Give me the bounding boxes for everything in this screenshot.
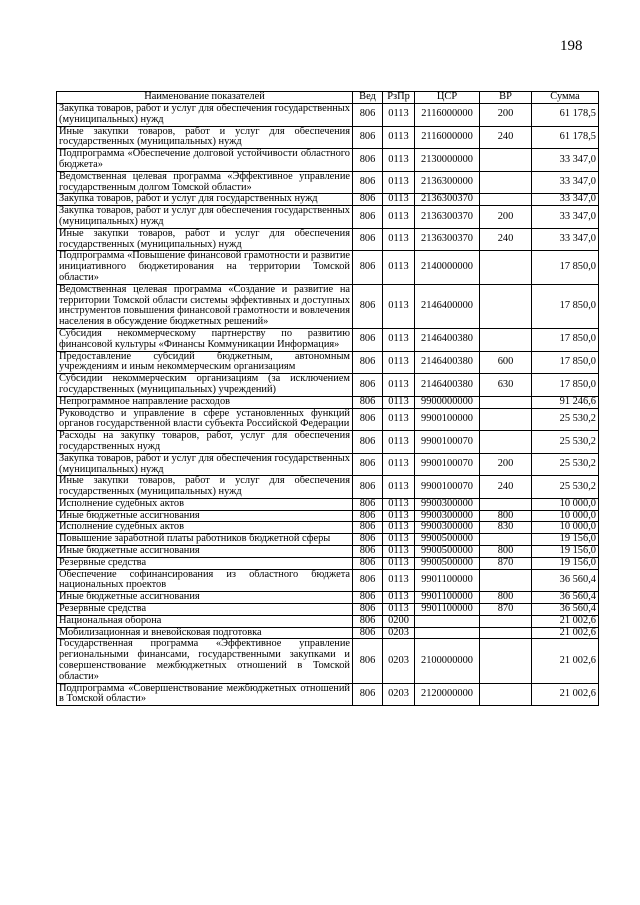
header-name: Наименование показателей <box>57 92 353 104</box>
cell-ved: 806 <box>353 592 383 604</box>
table-row <box>57 510 599 522</box>
cell-ved: 806 <box>353 328 383 351</box>
cell-sum: 25 530,2 <box>532 476 599 499</box>
cell-ved: 806 <box>353 546 383 558</box>
cell-name: Исполнение судебных актов <box>57 522 353 534</box>
cell-sum: 25 530,2 <box>532 408 599 431</box>
cell-sum: 21 002,6 <box>532 615 599 627</box>
cell-ved: 806 <box>353 408 383 431</box>
cell-rzpr: 0200 <box>383 615 415 627</box>
cell-ved: 806 <box>353 206 383 229</box>
cell-name: Иные закупки товаров, работ и услуг для обеспечения государственных (муниципальных) нужд <box>57 476 353 499</box>
cell-sum: 91 246,6 <box>532 396 599 408</box>
cell-ved: 806 <box>353 534 383 546</box>
cell-rzpr: 0113 <box>383 328 415 351</box>
cell-ved: 806 <box>353 104 383 127</box>
cell-csr: 9900100070 <box>415 476 480 499</box>
cell-ved: 806 <box>353 374 383 397</box>
cell-name: Предоставление субсидий бюджетным, автономным учреждениям и иным некоммерческим организациям <box>57 351 353 374</box>
cell-vr: 240 <box>480 476 532 499</box>
cell-ved: 806 <box>353 126 383 149</box>
cell-rzpr: 0113 <box>383 396 415 408</box>
cell-name: Иные закупки товаров, работ и услуг для обеспечения государственных (муниципальных) нужд <box>57 228 353 251</box>
cell-vr: 600 <box>480 351 532 374</box>
cell-name: Национальная оборона <box>57 615 353 627</box>
cell-sum: 33 347,0 <box>532 171 599 194</box>
cell-csr: 2146400000 <box>415 284 480 328</box>
cell-name: Резервные средства <box>57 604 353 616</box>
cell-ved: 806 <box>353 627 383 639</box>
cell-rzpr: 0113 <box>383 374 415 397</box>
cell-csr: 9901100000 <box>415 592 480 604</box>
table-row <box>57 592 599 604</box>
cell-rzpr: 0203 <box>383 627 415 639</box>
table-row <box>57 534 599 546</box>
cell-vr <box>480 171 532 194</box>
cell-ved: 806 <box>353 453 383 476</box>
cell-ved: 806 <box>353 194 383 206</box>
table-row <box>57 476 599 499</box>
cell-vr <box>480 194 532 206</box>
cell-csr: 2146400380 <box>415 328 480 351</box>
cell-csr: 2120000000 <box>415 683 480 706</box>
cell-rzpr: 0113 <box>383 149 415 172</box>
cell-csr: 9900300000 <box>415 498 480 510</box>
cell-rzpr: 0113 <box>383 453 415 476</box>
cell-rzpr: 0203 <box>383 639 415 683</box>
cell-name: Непрограммное направление расходов <box>57 396 353 408</box>
cell-ved: 806 <box>353 639 383 683</box>
cell-rzpr: 0113 <box>383 351 415 374</box>
cell-ved: 806 <box>353 396 383 408</box>
cell-vr: 800 <box>480 510 532 522</box>
cell-sum: 17 850,0 <box>532 351 599 374</box>
cell-rzpr: 0113 <box>383 498 415 510</box>
cell-name: Закупка товаров, работ и услуг для обеспечения государственных (муниципальных) нужд <box>57 104 353 127</box>
cell-ved: 806 <box>353 569 383 592</box>
table-row <box>57 431 599 454</box>
cell-csr <box>415 615 480 627</box>
table-row <box>57 408 599 431</box>
cell-vr <box>480 639 532 683</box>
cell-csr: 2130000000 <box>415 149 480 172</box>
cell-name: Расходы на закупку товаров, работ, услуг для обеспечения государственных нужд <box>57 431 353 454</box>
cell-vr <box>480 683 532 706</box>
cell-csr: 9900500000 <box>415 557 480 569</box>
cell-csr: 9900500000 <box>415 534 480 546</box>
cell-name: Подпрограмма «Обеспечение долговой устойчивости областного бюджета» <box>57 149 353 172</box>
cell-sum: 17 850,0 <box>532 251 599 284</box>
cell-csr: 2136300370 <box>415 194 480 206</box>
cell-name: Иные бюджетные ассигнования <box>57 510 353 522</box>
header-vr: ВР <box>480 92 532 104</box>
cell-name: Подпрограмма «Повышение финансовой грамотности и развитие инициативного бюджетирования на территории Томской области» <box>57 251 353 284</box>
cell-name: Мобилизационная и вневойсковая подготовка <box>57 627 353 639</box>
cell-ved: 806 <box>353 284 383 328</box>
table-row <box>57 522 599 534</box>
header-csr: ЦСР <box>415 92 480 104</box>
header-ved: Вед <box>353 92 383 104</box>
cell-ved: 806 <box>353 171 383 194</box>
cell-vr: 800 <box>480 592 532 604</box>
cell-ved: 806 <box>353 476 383 499</box>
cell-csr: 2146400380 <box>415 374 480 397</box>
cell-csr: 9900000000 <box>415 396 480 408</box>
cell-vr <box>480 408 532 431</box>
cell-ved: 806 <box>353 522 383 534</box>
table-row <box>57 498 599 510</box>
cell-name: Закупка товаров, работ и услуг для государственных нужд <box>57 194 353 206</box>
cell-name: Иные бюджетные ассигнования <box>57 592 353 604</box>
page-number: 198 <box>560 38 583 54</box>
cell-vr <box>480 627 532 639</box>
cell-sum: 10 000,0 <box>532 510 599 522</box>
cell-vr: 800 <box>480 546 532 558</box>
table-row <box>57 126 599 149</box>
cell-sum: 21 002,6 <box>532 639 599 683</box>
table-row <box>57 351 599 374</box>
cell-sum: 10 000,0 <box>532 522 599 534</box>
cell-ved: 806 <box>353 149 383 172</box>
cell-sum: 33 347,0 <box>532 194 599 206</box>
cell-rzpr: 0113 <box>383 171 415 194</box>
cell-rzpr: 0113 <box>383 557 415 569</box>
table-row <box>57 328 599 351</box>
table-row <box>57 284 599 328</box>
cell-name: Государственная программа «Эффективное управление региональными финансами, государственными закупками и совершенствование межбюджетных отношений в Томской области» <box>57 639 353 683</box>
cell-sum: 19 156,0 <box>532 557 599 569</box>
cell-rzpr: 0113 <box>383 206 415 229</box>
cell-vr <box>480 498 532 510</box>
table-row <box>57 569 599 592</box>
table-row <box>57 639 599 683</box>
cell-vr: 200 <box>480 206 532 229</box>
table-row <box>57 251 599 284</box>
cell-rzpr: 0113 <box>383 251 415 284</box>
table-row <box>57 453 599 476</box>
cell-name: Субсидии некоммерческим организациям (за исключением государственных (муниципальных) учреждений) <box>57 374 353 397</box>
cell-vr: 830 <box>480 522 532 534</box>
cell-rzpr: 0113 <box>383 126 415 149</box>
cell-sum: 19 156,0 <box>532 534 599 546</box>
cell-rzpr: 0113 <box>383 604 415 616</box>
cell-csr: 9900100070 <box>415 453 480 476</box>
cell-rzpr: 0113 <box>383 510 415 522</box>
table-row <box>57 604 599 616</box>
cell-vr: 200 <box>480 104 532 127</box>
cell-sum: 21 002,6 <box>532 683 599 706</box>
table-row <box>57 546 599 558</box>
table-body <box>57 104 599 706</box>
cell-rzpr: 0113 <box>383 104 415 127</box>
cell-csr: 9900500000 <box>415 546 480 558</box>
cell-vr <box>480 569 532 592</box>
cell-sum: 36 560,4 <box>532 569 599 592</box>
cell-csr: 2136300000 <box>415 171 480 194</box>
cell-sum: 61 178,5 <box>532 104 599 127</box>
cell-ved: 806 <box>353 498 383 510</box>
cell-sum: 17 850,0 <box>532 284 599 328</box>
cell-rzpr: 0113 <box>383 546 415 558</box>
cell-csr: 2136300370 <box>415 228 480 251</box>
cell-name: Исполнение судебных актов <box>57 498 353 510</box>
cell-rzpr: 0113 <box>383 284 415 328</box>
cell-vr: 870 <box>480 604 532 616</box>
table-row <box>57 557 599 569</box>
cell-sum: 10 000,0 <box>532 498 599 510</box>
cell-vr: 240 <box>480 228 532 251</box>
cell-name: Закупка товаров, работ и услуг для обеспечения государственных (муниципальных) нужд <box>57 453 353 476</box>
cell-vr: 870 <box>480 557 532 569</box>
cell-name: Иные бюджетные ассигнования <box>57 546 353 558</box>
cell-csr: 2146400380 <box>415 351 480 374</box>
cell-vr <box>480 615 532 627</box>
cell-sum: 17 850,0 <box>532 328 599 351</box>
cell-rzpr: 0113 <box>383 228 415 251</box>
cell-sum: 17 850,0 <box>532 374 599 397</box>
cell-csr: 9900300000 <box>415 510 480 522</box>
cell-name: Резервные средства <box>57 557 353 569</box>
cell-rzpr: 0113 <box>383 569 415 592</box>
table-row <box>57 194 599 206</box>
cell-name: Иные закупки товаров, работ и услуг для обеспечения государственных (муниципальных) нужд <box>57 126 353 149</box>
cell-vr: 200 <box>480 453 532 476</box>
cell-vr <box>480 251 532 284</box>
cell-name: Закупка товаров, работ и услуг для обеспечения государственных (муниципальных) нужд <box>57 206 353 229</box>
table-row <box>57 104 599 127</box>
cell-ved: 806 <box>353 251 383 284</box>
cell-sum: 33 347,0 <box>532 228 599 251</box>
cell-sum: 33 347,0 <box>532 149 599 172</box>
cell-rzpr: 0113 <box>383 522 415 534</box>
cell-rzpr: 0113 <box>383 534 415 546</box>
table-row <box>57 627 599 639</box>
cell-csr: 9900300000 <box>415 522 480 534</box>
cell-name: Руководство и управление в сфере установленных функций органов государственной власти субъекта Российской Федерации <box>57 408 353 431</box>
cell-ved: 806 <box>353 604 383 616</box>
cell-vr <box>480 328 532 351</box>
cell-ved: 806 <box>353 431 383 454</box>
table-row <box>57 615 599 627</box>
cell-rzpr: 0113 <box>383 476 415 499</box>
cell-csr: 9900100000 <box>415 408 480 431</box>
cell-csr: 2100000000 <box>415 639 480 683</box>
cell-name: Подпрограмма «Совершенствование межбюджетных отношений в Томской области» <box>57 683 353 706</box>
cell-csr: 9900100070 <box>415 431 480 454</box>
cell-csr: 2116000000 <box>415 126 480 149</box>
table-row <box>57 396 599 408</box>
cell-vr <box>480 534 532 546</box>
cell-ved: 806 <box>353 615 383 627</box>
cell-name: Субсидия некоммерческому партнерству по развитию финансовой культуры «Финансы Коммуникации Информация» <box>57 328 353 351</box>
cell-ved: 806 <box>353 228 383 251</box>
cell-ved: 806 <box>353 351 383 374</box>
header-rzpr: РзПр <box>383 92 415 104</box>
cell-rzpr: 0203 <box>383 683 415 706</box>
cell-name: Обеспечение софинансирования из областного бюджета национальных проектов <box>57 569 353 592</box>
cell-ved: 806 <box>353 683 383 706</box>
cell-sum: 36 560,4 <box>532 604 599 616</box>
cell-csr: 9901100000 <box>415 604 480 616</box>
cell-csr: 2136300370 <box>415 206 480 229</box>
cell-vr <box>480 396 532 408</box>
cell-sum: 25 530,2 <box>532 453 599 476</box>
table-row <box>57 171 599 194</box>
cell-name: Ведомственная целевая программа «Эффективное управление государственным долгом Томской области» <box>57 171 353 194</box>
cell-ved: 806 <box>353 557 383 569</box>
table-header-row <box>57 92 599 104</box>
cell-csr: 9901100000 <box>415 569 480 592</box>
cell-name: Ведомственная целевая программа «Создание и развитие на территории Томской области системы эффективных и доступных инструментов повышения финансовой грамотности и вовлечения населения в обсуждение бюджетных решений» <box>57 284 353 328</box>
table-row <box>57 149 599 172</box>
cell-csr: 2116000000 <box>415 104 480 127</box>
table-row <box>57 228 599 251</box>
cell-sum: 33 347,0 <box>532 206 599 229</box>
cell-vr <box>480 431 532 454</box>
table-row <box>57 683 599 706</box>
cell-vr: 240 <box>480 126 532 149</box>
budget-table <box>56 91 599 706</box>
table-row <box>57 206 599 229</box>
cell-vr <box>480 284 532 328</box>
cell-vr <box>480 149 532 172</box>
cell-sum: 25 530,2 <box>532 431 599 454</box>
cell-rzpr: 0113 <box>383 431 415 454</box>
cell-sum: 36 560,4 <box>532 592 599 604</box>
cell-vr: 630 <box>480 374 532 397</box>
header-sum: Сумма <box>532 92 599 104</box>
cell-sum: 19 156,0 <box>532 546 599 558</box>
cell-rzpr: 0113 <box>383 592 415 604</box>
table-row <box>57 374 599 397</box>
cell-ved: 806 <box>353 510 383 522</box>
cell-rzpr: 0113 <box>383 194 415 206</box>
cell-name: Повышение заработной платы работников бюджетной сферы <box>57 534 353 546</box>
cell-sum: 21 002,6 <box>532 627 599 639</box>
cell-rzpr: 0113 <box>383 408 415 431</box>
cell-sum: 61 178,5 <box>532 126 599 149</box>
cell-csr <box>415 627 480 639</box>
cell-csr: 2140000000 <box>415 251 480 284</box>
